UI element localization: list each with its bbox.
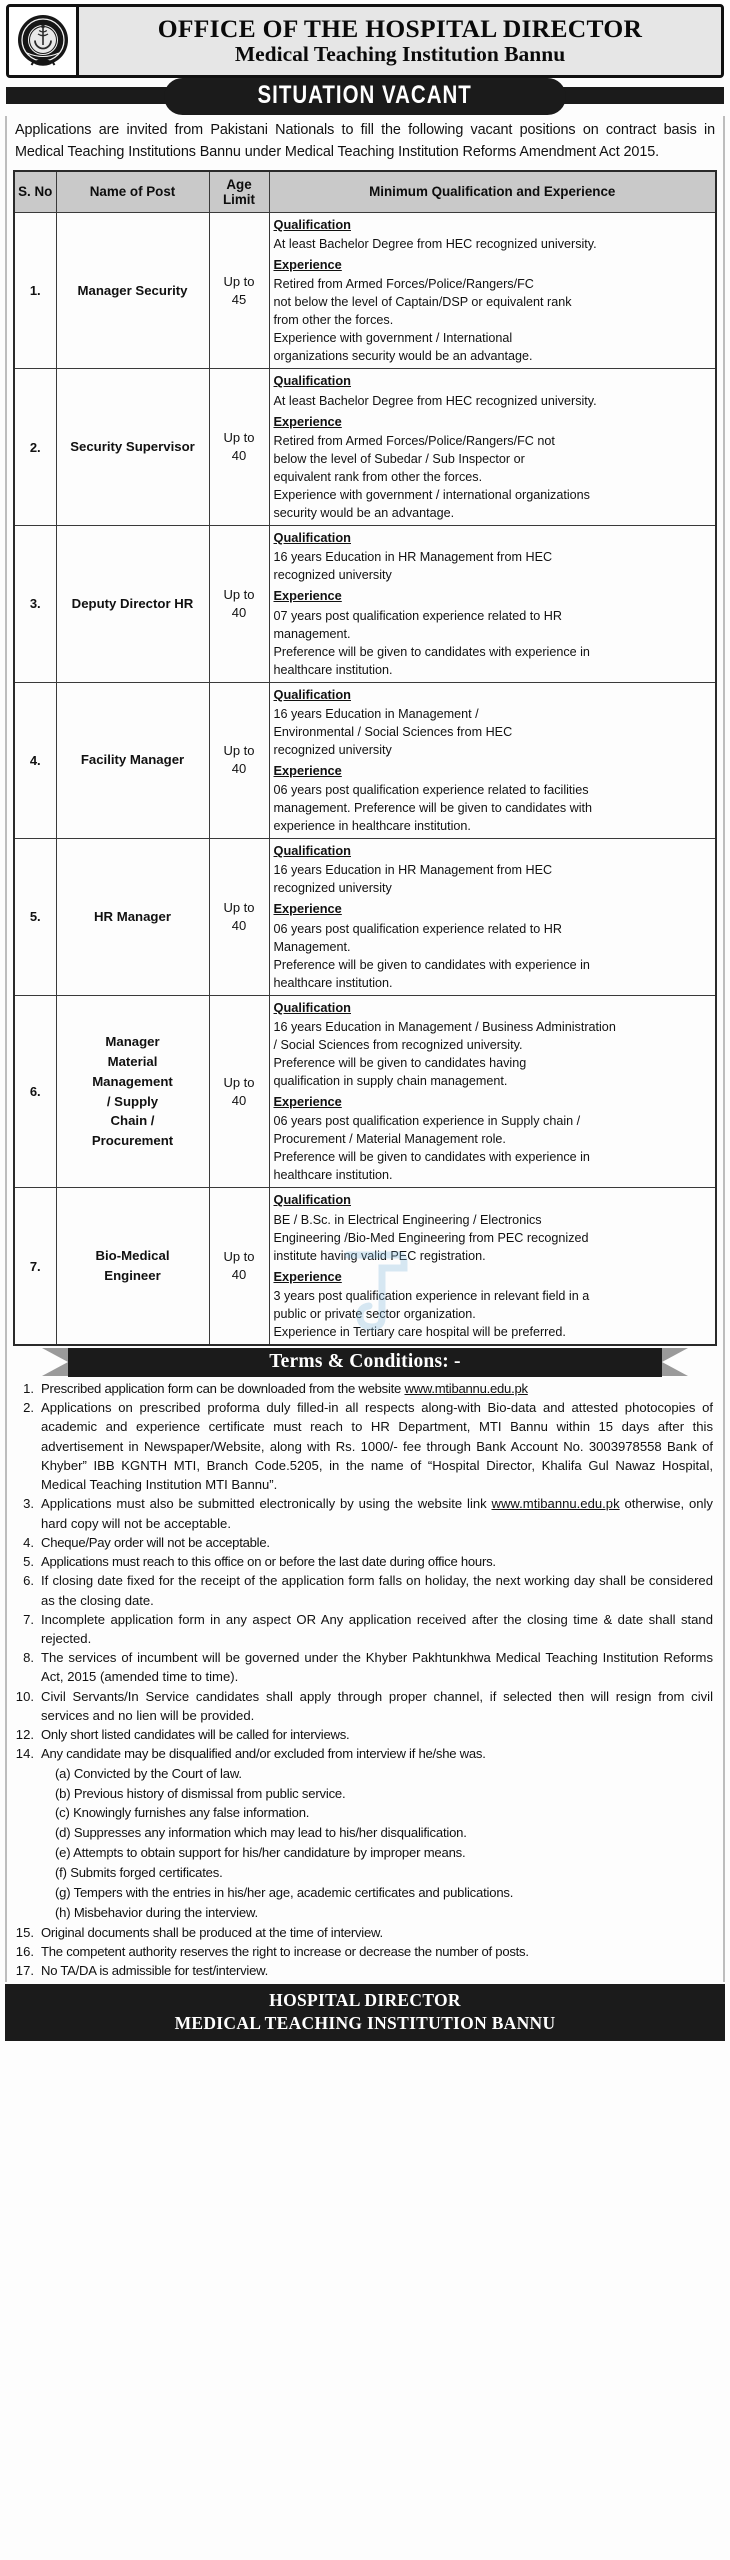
qualification-line: recognized university [273,881,392,896]
row-serial-number: 7. [14,1188,56,1345]
row-qualification-experience [269,682,716,839]
vacancy-table-body [14,212,716,1345]
row-age-limit [209,369,269,526]
experience-line: organizations security would be an advantage. [273,349,533,364]
terms-item-number: 3. [23,1496,34,1512]
age-limit-prefix: Up to [223,273,255,289]
terms-sub-item: (e) Attempts to obtain support for his/her candidature by improper means. [55,1845,466,1861]
experience-label: Experience [273,762,342,778]
row-qualification-experience [269,525,716,682]
terms-sub-item: (f) Submits forged certificates. [55,1865,223,1881]
row-post-name: HR Manager [56,839,209,996]
experience-label: Experience [273,901,342,917]
table-row [14,1188,716,1345]
banner-text: SITUATION VACANT [257,80,473,109]
masthead-frame [6,4,724,78]
post-name-line: Material [107,1053,158,1069]
terms-item-text-before: Applications must also be submitted electronically by using the website link [41,1496,492,1512]
terms-conditions-banner [13,1348,717,1377]
terms-item-body [41,1494,713,1532]
terms-item-number: 2. [23,1400,34,1416]
row-qualification-experience [269,212,716,369]
row-post-name [56,1188,209,1345]
row-serial-number: 4. [14,682,56,839]
table-row [14,212,716,369]
terms-sub-item: (g) Tempers with the entries in his/her age, academic certificates and publications. [55,1884,514,1900]
terms-item-number: 14. [15,1746,34,1762]
terms-item-number: 16. [15,1943,34,1959]
terms-item [15,1725,713,1744]
terms-item-body: Incomplete application form in any aspect OR Any application received after the closing time & date shall stand rejected. [41,1611,713,1646]
terms-item-body: Applications on prescribed proforma duly filled-in all respects along-with Bio-data and attested photocopies of academic and experience certificate must reach to HR Department, MTI Bannu within 15 days after this advertisement in Newspaper/Website, along with Rs. 1000/- fee through Bank Account No. 3003978558 Bank of Khyber” IBB KGNTH MTI, Branch Code.5205, in the name of “Hospital Director, Khalifa Gul Nawaz Hospital, Medical Teaching Institution MTI Bannu”. [41,1400,713,1493]
website-link[interactable]: www.mtibannu.edu.pk [491,1496,620,1512]
terms-conditions-list [13,1378,717,1983]
terms-item [15,1610,713,1648]
age-limit-prefix: Up to [223,1074,255,1090]
terms-item-number: 10. [15,1688,34,1704]
post-name-line: Procurement [91,1133,174,1149]
table-row [14,682,716,839]
experience-line: 06 years post qualification experience related to facilities [273,783,589,798]
experience-line: management. [273,626,351,641]
row-age-limit [209,1188,269,1345]
terms-item [15,1961,713,1980]
experience-line: below the level of Subedar / Sub Inspector or [273,451,525,466]
experience-line: Preference will be given to candidates with experience in [273,644,590,659]
terms-item-number: 15. [15,1924,34,1940]
content-frame [5,116,725,1982]
age-limit-value: 40 [231,1092,247,1108]
experience-line: 07 years post qualification experience related to HR [273,608,562,623]
experience-line: 3 years post qualification experience in relevant field in a [273,1288,590,1303]
row-age-limit [209,525,269,682]
qualification-line: 16 years Education in Management / Business Administration [273,1020,616,1035]
terms-item-number: 7. [23,1611,34,1627]
terms-item [15,1648,713,1686]
terms-item [15,1923,713,1942]
experience-line: Management. [273,939,351,954]
masthead [0,0,730,78]
terms-item [15,1398,713,1494]
post-name-line: Manager [105,1034,160,1050]
qualification-line: BE / B.Sc. in Electrical Engineering / Electronics [273,1212,542,1227]
qualification-label: Qualification [273,686,351,702]
age-limit-prefix: Up to [223,430,255,446]
qualification-line: 16 years Education in HR Management from HEC [273,863,553,878]
qualification-line: / Social Sciences from recognized university. [273,1038,523,1053]
age-limit-value: 40 [231,1267,247,1283]
qualification-line: institute having valid PEC registration. [273,1248,486,1263]
row-age-limit [209,995,269,1188]
post-name-line: Engineer [104,1268,161,1284]
office-title-block [79,7,721,75]
terms-item-body: If closing date fixed for the receipt of the application form falls on holiday, the next working day shall be considered as the closing date. [41,1573,713,1608]
experience-line: from other the forces. [273,313,394,328]
experience-line: Preference will be given to candidates with experience in [273,1150,590,1165]
qualification-label: Qualification [273,999,351,1015]
experience-line: healthcare institution. [273,1168,393,1183]
situation-vacant-banner [0,76,730,116]
experience-line: management. Preference will be given to candidates with [273,801,593,816]
terms-item-body: No TA/DA is admissible for test/interview. [41,1963,268,1979]
column-header-post: Name of Post [56,171,209,213]
post-name-line: / Supply [106,1093,159,1109]
row-serial-number: 6. [14,995,56,1188]
age-limit-prefix: Up to [223,1249,255,1265]
experience-label: Experience [273,588,342,604]
terms-sub-item: (c) Knowingly furnishes any false information. [55,1805,310,1821]
column-header-age [209,171,269,213]
qualification-label: Qualification [273,843,351,859]
terms-item [15,1687,713,1725]
experience-line: 06 years post qualification experience in Supply chain / [273,1114,581,1129]
post-name-line: Bio-Medical [95,1248,170,1264]
experience-label: Experience [273,1268,342,1284]
terms-sub-item: (b) Previous history of dismissal from public service. [55,1785,346,1801]
experience-line: Experience with government / international organizations [273,487,590,502]
terms-item-body: Cheque/Pay order will not be acceptable. [41,1534,270,1550]
experience-line: Retired from Armed Forces/Police/Rangers/FC [273,277,534,292]
experience-line: public or private sector organization. [273,1306,476,1321]
signature-footer [5,1984,725,2040]
terms-item-number: 4. [23,1534,34,1550]
row-qualification-experience [269,1188,716,1345]
terms-sub-list [41,1764,713,1923]
terms-item-text-before: Prescribed application form can be downloaded from the website [41,1380,405,1396]
row-serial-number: 1. [14,212,56,369]
table-header-row [14,171,716,213]
row-age-limit [209,212,269,369]
terms-item [15,1744,713,1922]
post-name-line: Management [92,1073,173,1089]
row-post-name: Facility Manager [56,682,209,839]
experience-label: Experience [273,1094,342,1110]
table-row [14,369,716,526]
terms-item-body: Civil Servants/In Service candidates shall apply through proper channel, if selected then will resign from civil services and no lien will be provided. [41,1688,713,1723]
column-header-sno: S. No [14,171,56,213]
terms-item [15,1552,713,1571]
terms-item [15,1494,713,1532]
row-qualification-experience [269,995,716,1188]
office-title-primary: OFFICE OF THE HOSPITAL DIRECTOR [157,14,643,44]
terms-item-text-after: otherwise, only hard copy will not be acceptable. [41,1496,713,1531]
experience-label: Experience [273,413,342,429]
banner-pill [164,78,565,115]
terms-sub-item: (a) Convicted by the Court of law. [55,1765,242,1781]
qualification-line: recognized university [273,568,392,583]
age-limit-value: 40 [231,604,247,620]
experience-line: Experience with government / International [273,331,513,346]
experience-line: 06 years post qualification experience related to HR [273,921,562,936]
qualification-line: At least Bachelor Degree from HEC recognized university. [273,393,597,408]
post-name-line: Chain / [110,1113,155,1129]
experience-line: healthcare institution. [273,662,393,677]
column-header-age-line2: Limit [223,191,255,207]
row-post-name [56,995,209,1188]
terms-conditions-heading: Terms & Conditions: - [269,1351,461,1373]
terms-item [15,1533,713,1552]
website-link[interactable]: www.mtibannu.edu.pk [404,1380,528,1396]
qualification-label: Qualification [273,1192,351,1208]
age-limit-value: 40 [231,761,247,777]
row-age-limit [209,839,269,996]
terms-item-body: Original documents shall be produced at the time of interview. [41,1924,383,1940]
qualification-label: Qualification [273,216,351,232]
qualification-line: Preference will be given to candidates having [273,1056,527,1071]
experience-line: security would be an advantage. [273,505,455,520]
experience-line: not below the level of Captain/DSP or equivalent rank [273,295,572,310]
terms-item [15,1379,713,1398]
terms-item-body: Only short listed candidates will be called for interviews. [41,1727,350,1743]
terms-sub-item: (h) Misbehavior during the interview. [55,1904,258,1920]
row-post-name: Security Supervisor [56,369,209,526]
terms-item-number: 5. [23,1554,34,1570]
row-serial-number: 5. [14,839,56,996]
qualification-label: Qualification [273,373,351,389]
experience-line: experience in healthcare institution. [273,819,471,834]
terms-item-body: The competent authority reserves the right to increase or decrease the number of posts. [41,1943,529,1959]
row-post-name: Manager Security [56,212,209,369]
experience-line: healthcare institution. [273,975,393,990]
experience-line: Preference will be given to candidates with experience in [273,957,590,972]
age-limit-value: 40 [231,448,247,464]
age-limit-prefix: Up to [223,900,255,916]
footer-designation: HOSPITAL DIRECTOR [269,1990,461,2011]
terms-item-number: 6. [23,1573,34,1589]
qualification-line: At least Bachelor Degree from HEC recognized university. [273,237,597,252]
age-limit-prefix: Up to [223,743,255,759]
row-serial-number: 2. [14,369,56,526]
qualification-line: 16 years Education in Management / [273,706,479,721]
terms-item-number: 12. [15,1727,34,1743]
terms-item [15,1571,713,1609]
qualification-line: Environmental / Social Sciences from HEC [273,724,513,739]
experience-label: Experience [273,257,342,273]
qualification-line: qualification in supply chain management. [273,1074,508,1089]
column-header-qualification: Minimum Qualification and Experience [269,171,716,213]
column-header-age-line1: Age [226,176,252,192]
logo-cell [9,7,79,75]
terms-sub-item: (d) Suppresses any information which may lead to his/her disqualification. [55,1825,467,1841]
terms-item-body [41,1744,713,1922]
row-qualification-experience [269,839,716,996]
row-post-name: Deputy Director HR [56,525,209,682]
experience-line: Experience in Tertiary care hospital will be preferred. [273,1324,566,1339]
table-row [14,995,716,1188]
terms-item-text: Any candidate may be disqualified and/or excluded from interview if he/she was. [41,1746,486,1762]
qualification-label: Qualification [273,529,351,545]
terms-item-number: 8. [23,1650,34,1666]
vacancy-table [13,170,717,1346]
terms-item-body [41,1379,713,1398]
terms-item-number: 17. [15,1963,34,1979]
row-serial-number: 3. [14,525,56,682]
terms-item-body: Applications must reach to this office on or before the last date during office hours. [41,1554,496,1570]
row-qualification-experience [269,369,716,526]
terms-item-number: 1. [23,1380,34,1396]
table-row [14,525,716,682]
age-limit-value: 45 [231,291,247,307]
intro-paragraph: Applications are invited from Pakistani Nationals to fill the following vacant positions on contract basis in Medical Teaching Institutions Bannu under Medical Teaching Institution Reforms Amendment Act 2015. [15,122,715,160]
office-title-secondary: Medical Teaching Institution Bannu [234,42,566,67]
age-limit-prefix: Up to [223,586,255,602]
experience-line: equivalent rank from other the forces. [273,469,483,484]
qualification-line: 16 years Education in HR Management from HEC [273,550,553,565]
terms-item-body: The services of incumbent will be governed under the Khyber Pakhtunkhwa Medical Teaching Institution Reforms Act, 2015 (amended time to time). [41,1650,713,1685]
row-age-limit [209,682,269,839]
age-limit-value: 40 [231,917,247,933]
terms-item [15,1942,713,1961]
qualification-line: recognized university [273,742,392,757]
footer-institution: MEDICAL TEACHING INSTITUTION BANNU [174,2012,556,2033]
table-row [14,839,716,996]
mti-bannu-logo-icon [15,13,71,69]
qualification-line: Engineering /Bio-Med Engineering from PEC recognized [273,1230,589,1245]
experience-line: Retired from Armed Forces/Police/Rangers/FC not [273,433,555,448]
experience-line: Procurement / Material Management role. [273,1132,506,1147]
